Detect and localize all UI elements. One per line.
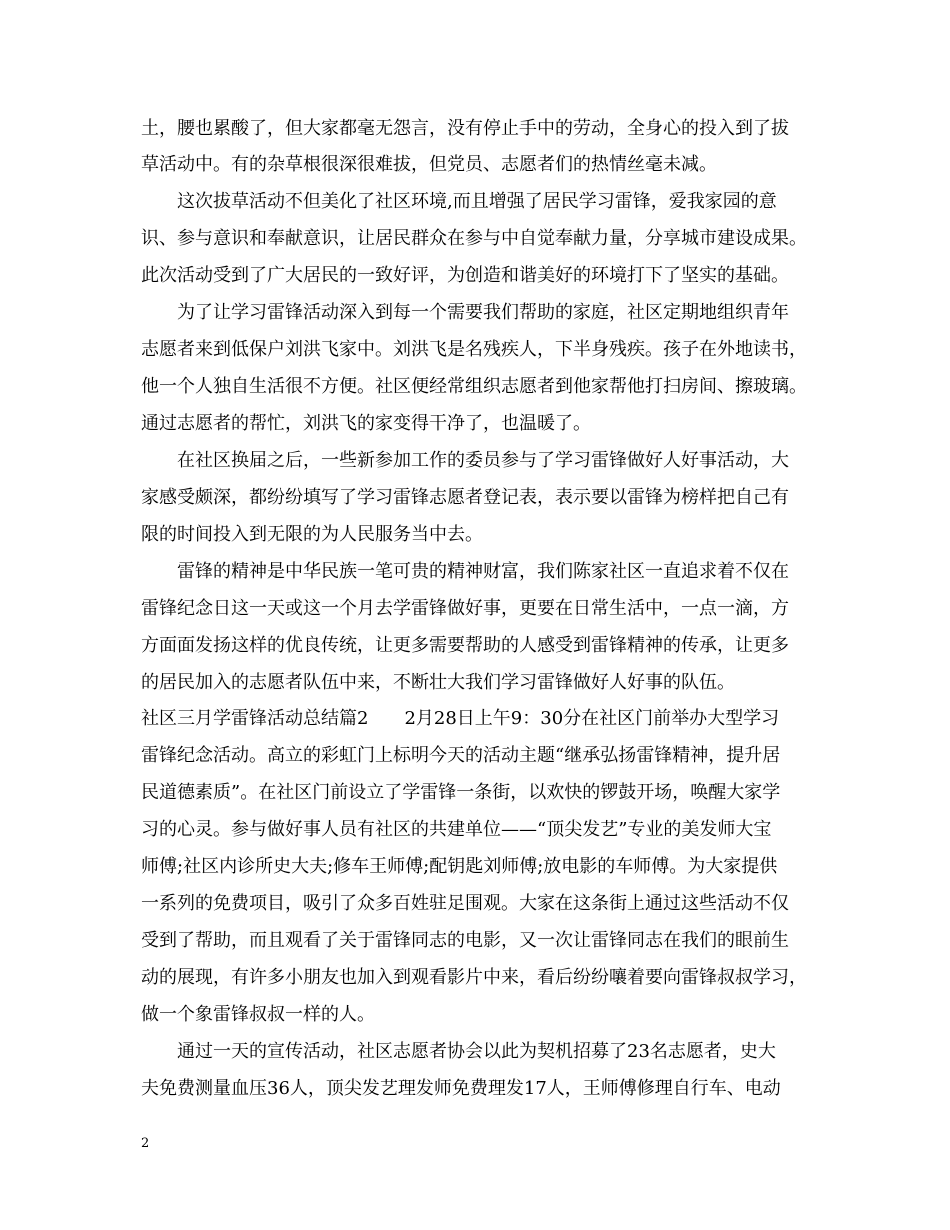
text-line: 为了让学习雷锋活动深入到每一个需要我们帮助的家庭，社区定期地组织青年 xyxy=(141,302,789,323)
text-line: 限的时间投入到无限的为人民服务当中去。 xyxy=(141,524,483,545)
text-line: 这次拔草活动不但美化了社区环境,而且增强了居民学习雷锋，爱我家园的意 xyxy=(141,191,777,212)
text-line: 此次活动受到了广大居民的一致好评，为创造和谐美好的环境打下了坚实的基础。 xyxy=(141,265,789,286)
text-line: 志愿者来到低保户刘洪飞家中。刘洪飞是名残疾人，下半身残疾。孩子在外地读书， xyxy=(141,339,807,360)
text-line: 夫免费测量血压36人，顶尖发艺理发师免费理发17人，王师傅修理自行车、电动 xyxy=(141,1078,781,1099)
text-line: 雷锋纪念活动。高立的彩虹门上标明今天的活动主题“继承弘扬雷锋精神，提升居 xyxy=(141,745,781,766)
text-line: 受到了帮助，而且观看了关于雷锋同志的电影，又一次让雷锋同志在我们的眼前生 xyxy=(141,930,789,951)
text-line: 雷锋纪念日这一天或这一个月去学雷锋做好事，更要在日常生活中，一点一滴，方 xyxy=(141,598,789,619)
text-line: 通过志愿者的帮忙，刘洪飞的家变得干净了，也温暖了。 xyxy=(141,413,591,434)
page-number: 2 xyxy=(141,1136,150,1151)
text-line: 他一个人独自生活很不方便。社区便经常组织志愿者到他家帮他打扫房间、擦玻璃。 xyxy=(141,376,807,397)
text-line: 的居民加入的志愿者队伍中来，不断壮大我们学习雷锋做好人好事的队伍。 xyxy=(141,672,735,693)
text-line: 土，腰也累酸了，但大家都毫无怨言，没有停止手中的劳动，全身心的投入到了拔 xyxy=(141,118,789,139)
text-line: 在社区换届之后，一些新参加工作的委员参与了学习雷锋做好人好事活动，大 xyxy=(141,450,789,471)
text-line: 师傅;社区内诊所史大夫;修车王师傅;配钥匙刘师傅;放电影的车师傅。为大家提供 xyxy=(141,856,778,877)
text-line: 雷锋的精神是中华民族一笔可贵的精神财富，我们陈家社区一直追求着不仅在 xyxy=(141,561,789,582)
text-line: 家感受颇深，都纷纷填写了学习雷锋志愿者登记表，表示要以雷锋为榜样把自己有 xyxy=(141,487,789,508)
text-line: 通过一天的宣传活动，社区志愿者协会以此为契机招募了23名志愿者，史大 xyxy=(141,1041,776,1062)
text-line: 动的展现，有许多小朋友也加入到观看影片中来，看后纷纷嚷着要向雷锋叔叔学习， xyxy=(141,967,807,988)
text-line: 做一个象雷锋叔叔一样的人。 xyxy=(141,1004,375,1025)
text-line: 一系列的免费项目，吸引了众多百姓驻足围观。大家在这条街上通过这些活动不仅 xyxy=(141,893,789,914)
text-line: 方面面发扬这样的优良传统，让更多需要帮助的人感受到雷锋精神的传承，让更多 xyxy=(141,635,789,656)
text-line: 习的心灵。参与做好事人员有社区的共建单位——“顶尖发艺”专业的美发师大宝 xyxy=(141,819,772,840)
text-line: 识、参与意识和奉献意识，让居民群众在参与中自觉奉献力量，分享城市建设成果。 xyxy=(141,228,807,249)
text-line: 社区三月学雷锋活动总结篇2 2月28日上午9：30分在社区门前举办大型学习 xyxy=(141,708,780,729)
text-line: 民道德素质”。在社区门前设立了学雷锋一条街，以欢快的锣鼓开场，唤醒大家学 xyxy=(141,782,781,803)
text-line: 草活动中。有的杂草根很深很难拔，但党员、志愿者们的热情丝毫未减。 xyxy=(141,154,717,175)
